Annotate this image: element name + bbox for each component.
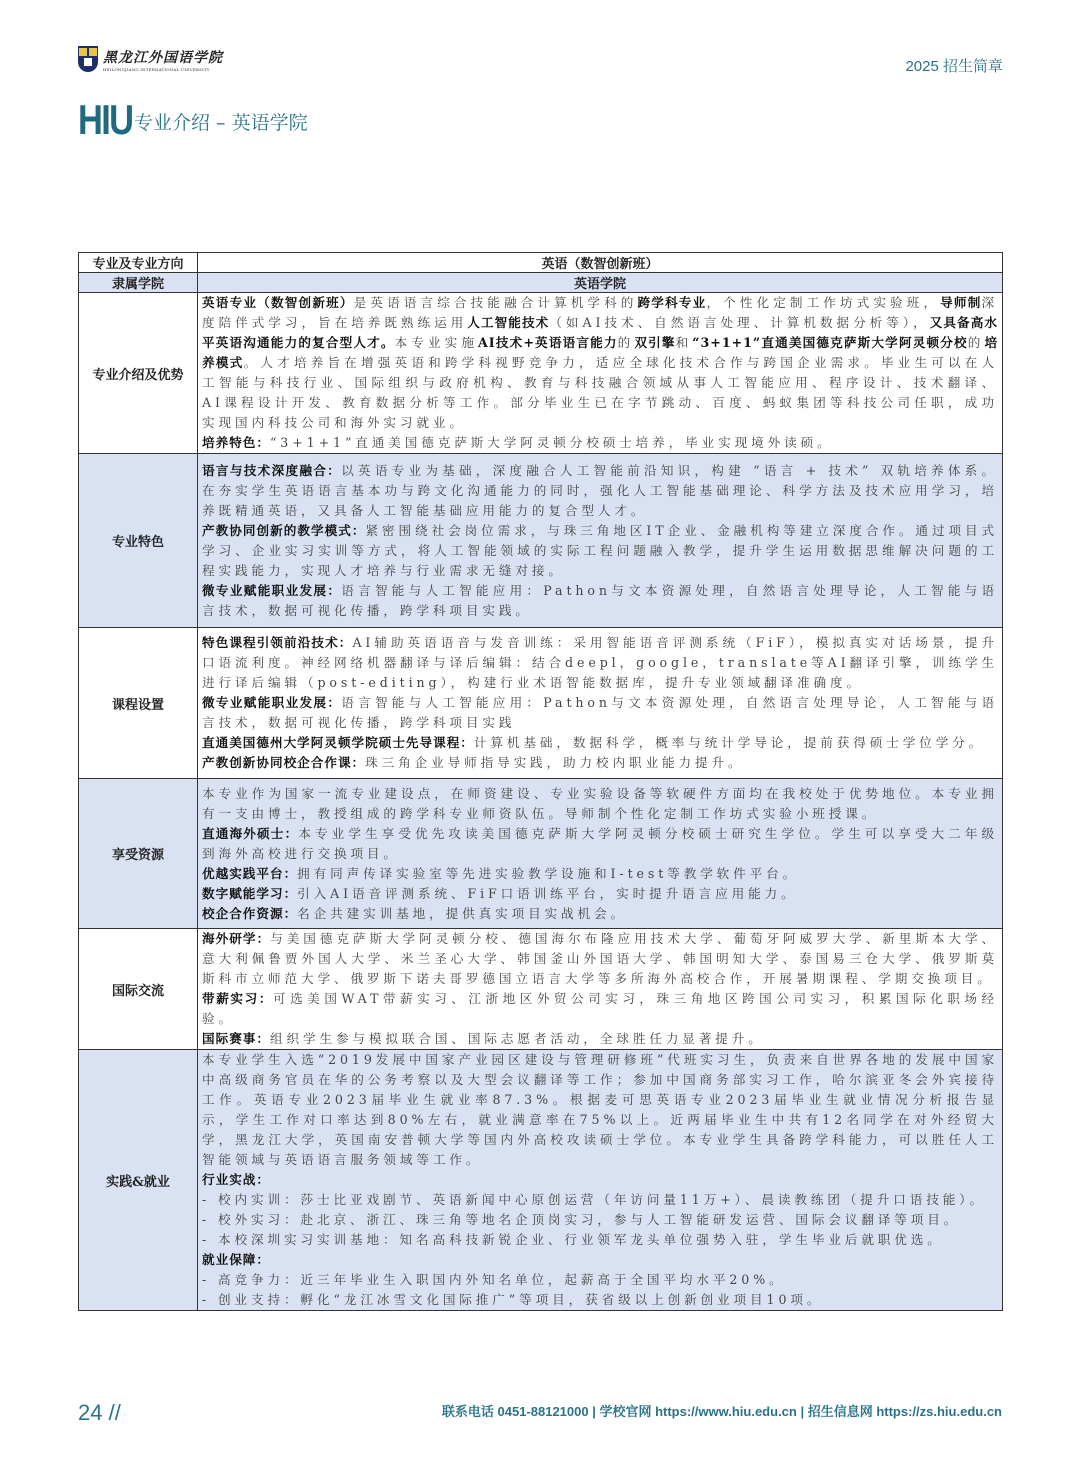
text: 本专业学生享受优先攻读美国德克萨斯大学阿灵顿分校硕士研究生学位。学生可以享受大二年级到海外高校进行交换项目。 bbox=[202, 825, 998, 861]
row-label: 专业特色 bbox=[79, 454, 198, 628]
bold-text: 就业保障： bbox=[202, 1252, 270, 1267]
bold-text: 国际赛事： bbox=[202, 1031, 270, 1046]
bold-text: 微专业赋能职业发展： bbox=[202, 695, 342, 710]
text: 珠三角企业导师指导实践，助力校内职业能力提升。 bbox=[365, 755, 745, 770]
table-row bbox=[79, 779, 1003, 929]
paragraph bbox=[202, 753, 998, 773]
logo-english-name: HEILONGJIANG INTERNATIONAL UNIVERSITY bbox=[103, 66, 210, 72]
table-row-college bbox=[79, 273, 1003, 293]
bold-text: 双引擎 bbox=[634, 335, 676, 350]
table-row-major bbox=[79, 253, 1003, 273]
paragraph bbox=[202, 1290, 998, 1310]
hiu-mark: HIU bbox=[78, 96, 133, 143]
text: 语言智能与人工智能应用：Pathon与文本资源处理，自然语言处理导论，人工智能与语言技术，数据可视化传播，跨学科项目实践。 bbox=[202, 582, 998, 618]
university-logo bbox=[78, 46, 223, 72]
paragraph bbox=[202, 693, 998, 733]
row-label: 专业介绍及优势 bbox=[79, 293, 198, 454]
bold-text: 带薪实习： bbox=[202, 991, 274, 1006]
table-row bbox=[79, 1050, 1003, 1311]
bold-text: 海外研学： bbox=[202, 931, 271, 946]
paragraph bbox=[202, 461, 998, 521]
table-row bbox=[79, 293, 1003, 454]
text: 深度陪伴式学习，旨在培养既熟练运用 bbox=[202, 295, 999, 330]
row-label: 隶属学院 bbox=[79, 273, 198, 293]
text: 。人才培养旨在增强英语和跨学科视野竞争力，适应全球化技术合作与跨国企业需求。毕业生可以在人工智能与科技行业、国际组织与政府机构、教育与科技融合领域从事人工智能应用、程序设计、技术翻译、AI课程设计开发、教育数据分析等工作。部分毕业生已在字节跳动、百度、蚂蚁集团等科技公司任职，成功实现国内科技公司和海外实习就业。 bbox=[202, 355, 999, 430]
paragraph bbox=[202, 824, 998, 864]
shield-icon bbox=[78, 46, 98, 72]
text: 的 bbox=[967, 335, 985, 350]
bold-text: 导师制 bbox=[940, 295, 982, 310]
bold-text: 校企合作资源： bbox=[202, 905, 298, 921]
row-content bbox=[198, 929, 1003, 1050]
text: 组织学生参与模拟联合国、国际志愿者活动，全球胜任力显著提升。 bbox=[269, 1031, 765, 1046]
paragraph bbox=[202, 989, 998, 1029]
text: 本专业学生入选“2019发展中国家产业园区建设与管理研修班”代班实习生，负责来自世界各地的发展中国家中高级商务官员在华的公务考察以及大型会议翻译等工作；参加中国商务部实习工作，哈尔滨亚冬会外宾接待工作。英语专业2023届毕业生就业率87.3%。根据麦可思英语专业2023届毕业生就业情况分析报告显示，学生工作对口率达到80%左右，就业满意率在75%以上。近两届毕业生中共有12名同学在对外经贸大学，黑龙江大学，英国南安普顿大学等国内外高校攻读硕士学位。本专业学生具备跨学科能力，可以胜任人工智能领域与英语语言服务领域等工作。 bbox=[202, 1052, 998, 1167]
text: - 本校深圳实习实训基地：知名高科技新锐企业、行业领军龙头单位强势入驻，学生毕业后就职优选。 bbox=[202, 1232, 944, 1247]
bold-text: 微专业赋能职业发展： bbox=[202, 582, 342, 598]
bold-text: 培养模式 bbox=[202, 335, 999, 370]
bold-text: 产教创新协同校企合作课： bbox=[202, 755, 366, 770]
text: 拥有同声传译实验室等先进实验教学设施和I-test等教学软件平台。 bbox=[297, 865, 800, 881]
row-label: 享受资源 bbox=[79, 779, 198, 929]
bold-text: 语言与技术深度融合： bbox=[202, 462, 342, 478]
text: 和 bbox=[675, 335, 693, 350]
text: - 校内实训：莎士比亚戏剧节、英语新闻中心原创运营（年访问量11万+）、晨读教练团（提升口语技能）。 bbox=[202, 1192, 986, 1207]
paragraph bbox=[202, 1250, 998, 1270]
paragraph bbox=[202, 633, 998, 693]
row-content bbox=[198, 628, 1003, 779]
bold-text: AI技术+英语语言能力 bbox=[477, 335, 618, 350]
paragraph bbox=[202, 1270, 998, 1290]
paragraph bbox=[202, 884, 998, 904]
bold-text: 英语专业（数智创新班） bbox=[202, 295, 354, 310]
text: 可选美国WAT带薪实习、江浙地区外贸公司实习，珠三角地区跨国公司实习，积累国际化职场经验。 bbox=[202, 991, 999, 1026]
bold-text: 数字赋能学习： bbox=[202, 885, 298, 901]
text: ，个性化定制工作坊式实验班， bbox=[706, 295, 941, 310]
paragraph bbox=[202, 864, 998, 884]
bold-text: “3+1+1”直通美国德克萨斯大学阿灵顿分校 bbox=[692, 335, 968, 350]
table-row bbox=[79, 454, 1003, 628]
paragraph bbox=[202, 433, 998, 453]
text: 是英语语言综合技能融合计算机学科的 bbox=[353, 295, 638, 310]
row-label: 专业及专业方向 bbox=[79, 253, 198, 273]
table-row bbox=[79, 628, 1003, 779]
footer-contact: 联系电话 0451-88121000 | 学校官网 https://www.hiu.edu.cn | 招生信息网 https://zs.hiu.edu.cn bbox=[441, 1404, 1002, 1419]
row-value: 英语学院 bbox=[198, 273, 1003, 293]
bold-text: 又具备高水平英语沟通能力的复合型人才。 bbox=[202, 315, 999, 350]
row-label: 课程设置 bbox=[79, 628, 198, 779]
text: 本专业实施 bbox=[394, 335, 478, 350]
text: 与美国德克萨斯大学阿灵顿分校、德国海尔布隆应用技术大学、葡萄牙阿威罗大学、新里斯本大学、意大利佩鲁贾外国人大学、米兰圣心大学、韩国釜山外国语大学、韩国明知大学、泰国易三仓大学、俄罗斯莫斯科市立师范大学、俄罗斯下诺夫哥罗德国立语言大学等多所海外高校合作，开展暑期课程、学期交换项目。 bbox=[202, 931, 999, 986]
row-label: 国际交流 bbox=[79, 929, 198, 1050]
paragraph bbox=[202, 784, 998, 824]
paragraph bbox=[202, 904, 998, 924]
paragraph bbox=[202, 1190, 998, 1210]
row-content bbox=[198, 1050, 1003, 1311]
text: “3+1+1”直通美国德克萨斯大学阿灵顿分校硕士培养，毕业实现境外读硕。 bbox=[269, 435, 834, 450]
text: - 校外实习：赴北京、浙江、珠三角等地名企顶岗实习，参与人工智能研发运营、国际会议翻译等项目。 bbox=[202, 1212, 961, 1227]
text: 紧密围绕社会岗位需求，与珠三角地区IT企业、金融机构等建立深度合作。通过项目式学习、企业实习实训等方式，将人工智能领域的实际工程问题融入教学，提升学生运用数据思维解决问题的工程实践能力，实现人才培养与行业需求无缝对接。 bbox=[202, 522, 999, 578]
page-number: 24 // bbox=[78, 1400, 121, 1425]
paragraph bbox=[202, 581, 998, 621]
bold-text: 产教协同创新的教学模式： bbox=[202, 522, 366, 538]
paragraph bbox=[202, 929, 998, 989]
bold-text: 培养特色： bbox=[202, 435, 270, 450]
paragraph bbox=[202, 293, 998, 433]
major-info-table bbox=[78, 252, 1003, 1311]
page-title: 专业介绍 – 英语学院 bbox=[134, 112, 308, 134]
paragraph bbox=[202, 733, 998, 753]
bold-text: 优越实践平台： bbox=[202, 865, 298, 881]
text: - 创业支持：孵化“龙江冰雪文化国际推广”等项目，获省级以上创新创业项目10项。 bbox=[202, 1292, 824, 1307]
text: 引入AI语音评测系统、FiF口语训练平台，实时提升语言应用能力。 bbox=[297, 885, 798, 901]
row-value: 英语（数智创新班） bbox=[198, 253, 1003, 273]
row-content bbox=[198, 779, 1003, 929]
bold-text: 人工智能技术 bbox=[467, 315, 550, 330]
text: 计算机基础，数据科学，概率与统计学导论，提前获得硕士学位学分。 bbox=[473, 735, 986, 750]
text: 语言智能与人工智能应用：Pathon与文本资源处理，自然语言处理导论，人工智能与语言技术，数据可视化传播，跨学科项目实践 bbox=[202, 695, 998, 730]
paragraph bbox=[202, 1170, 998, 1190]
table-row bbox=[79, 929, 1003, 1050]
bold-text: 直通海外硕士： bbox=[202, 825, 299, 841]
text: AI辅助英语语音与发音训练：采用智能语音评测系统（FiF），模拟真实对话场景，提升口语流利度。神经网络机器翻译与译后编辑：结合deepl，google，translate等AI翻译引擎，训练学生进行译后编辑（post-editing），构建行业术语智能数据库，提升专业领域翻译准确度。 bbox=[202, 635, 998, 690]
row-label: 实践&就业 bbox=[79, 1050, 198, 1311]
text: 以英语专业为基础，深度融合人工智能前沿知识，构建 “语言 + 技术” 双轨培养体系。在夯实学生英语语言基本功与跨文化沟通能力的同时，强化人工智能基础理论、科学方法及技术应用学习，培养既精通英语，又具备人工智能基础应用能力的复合型人才。 bbox=[202, 462, 999, 518]
brochure-title: 2025 招生简章 bbox=[905, 58, 1003, 75]
bold-text: 特色课程引领前沿技术： bbox=[202, 635, 353, 650]
logo-chinese-name: 黑龙江外国语学院 bbox=[103, 49, 223, 66]
bold-text: 直通美国德州大学阿灵顿学院硕士先导课程： bbox=[202, 735, 474, 750]
paragraph bbox=[202, 1210, 998, 1230]
text: - 高竞争力：近三年毕业生入职国内外知名单位，起薪高于全国平均水平20%。 bbox=[202, 1272, 786, 1287]
paragraph bbox=[202, 1050, 998, 1170]
row-content bbox=[198, 454, 1003, 628]
text: （如AI技术、自然语言处理、计算机数据分析等）， bbox=[549, 315, 930, 330]
row-content bbox=[198, 293, 1003, 454]
text: 的 bbox=[617, 335, 635, 350]
paragraph bbox=[202, 1230, 998, 1250]
bold-text: 跨学科专业 bbox=[637, 295, 707, 310]
paragraph bbox=[202, 521, 998, 581]
text: 名企共建实训基地，提供真实项目实战机会。 bbox=[297, 905, 628, 921]
text: 本专业作为国家一流专业建设点，在师资建设、专业实验设备等软硬件方面均在我校处于优势地位。本专业拥有一支由博士，教授组成的跨学科专业师资队伍。导师制个性化定制工作坊式实验小班授课。 bbox=[202, 785, 998, 821]
paragraph bbox=[202, 1029, 998, 1049]
bold-text: 行业实战： bbox=[202, 1172, 270, 1187]
